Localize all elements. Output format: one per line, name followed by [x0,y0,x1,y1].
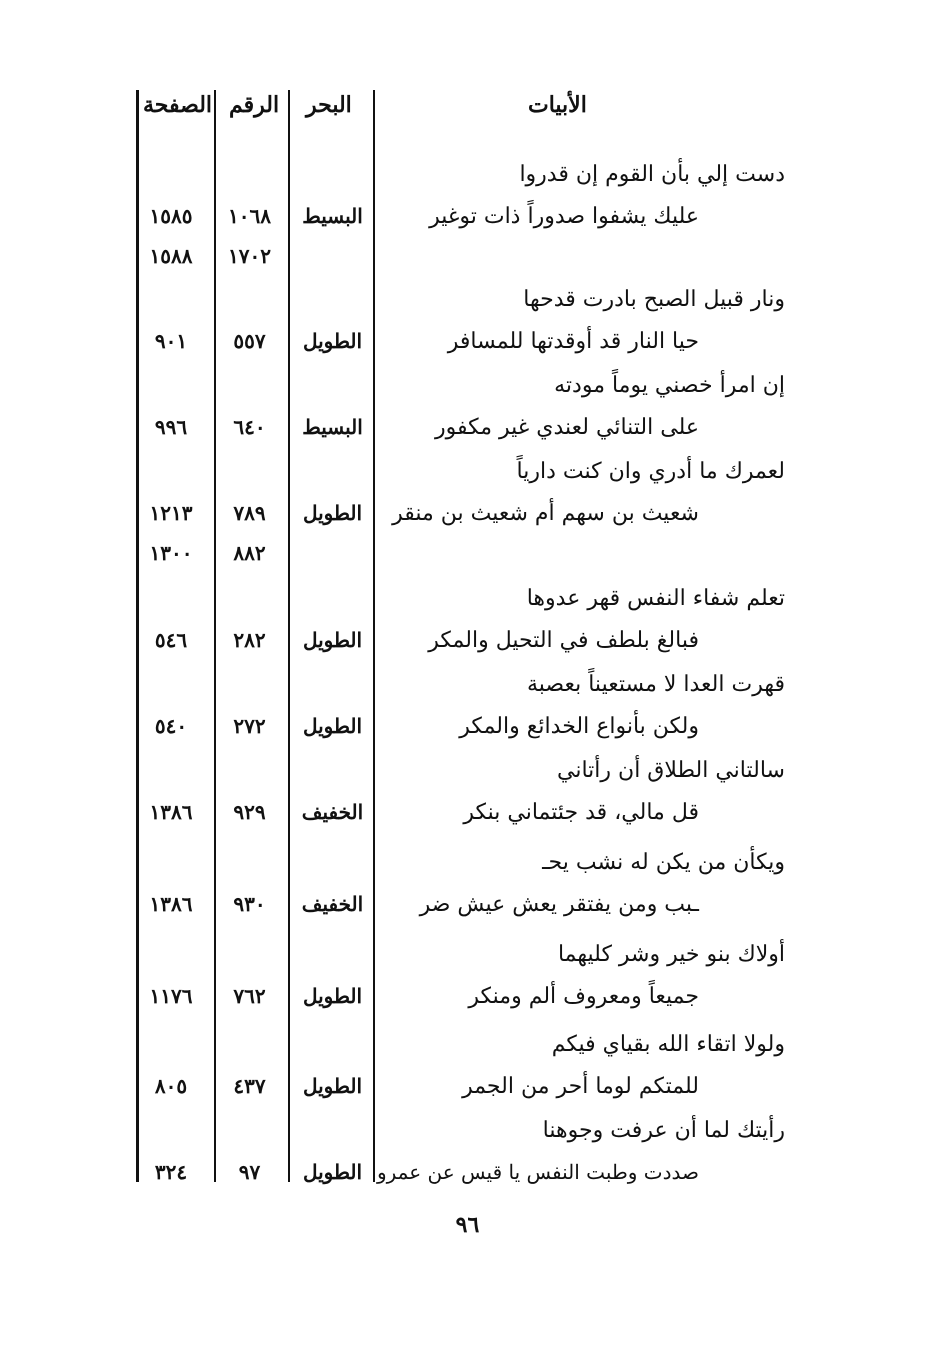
page-cell-secondary: ١٥٨٨ [149,244,193,268]
number-cell: ٤٣٧ [233,1074,266,1098]
verse-second-hemistich: حيا النار قد أوقدتها للمسافر [447,329,699,354]
verse-first-hemistich: سالتاني الطلاق أن رأتاني [557,758,785,783]
column-rule-number-meter [288,90,290,1182]
verse-second-hemistich: للمتكم لوما أحر من الجمر [462,1074,699,1099]
meter-cell: الطويل [302,1160,363,1184]
verse-second-hemistich: شعيث بن سهم أم شعيث بن منقر [392,501,699,526]
number-cell: ٩٧ [238,1160,261,1184]
page-cell: ١٢١٣ [149,501,193,525]
verse-first-hemistich: دست إلي بأن القوم إن قدروا [519,162,785,187]
verse-second-hemistich: قل مالي، قد جئتماني بنكر [463,800,699,825]
number-cell-secondary: ١٧٠٢ [228,244,271,268]
page-cell: ١١٧٦ [149,984,193,1008]
number-cell: ٢٨٢ [233,628,266,652]
page-cell: ٩٠١ [154,329,188,353]
verse-second-hemistich: ولكن بأنواع الخدائع والمكر [459,714,699,739]
meter-cell: الطويل [302,984,363,1008]
number-cell: ٧٨٩ [233,501,266,525]
verse-first-hemistich: لعمرك ما أدري وان كنت دارياً [516,459,785,484]
header-number: الرقم [229,92,280,118]
page-cell: ٨٠٥ [154,1074,188,1098]
verse-first-hemistich: رأيتك لما أن عرفت وجوهنا [542,1118,785,1143]
column-rule-meter-verses [373,90,375,1182]
number-cell: ٩٣٠ [233,892,266,916]
header-page: الصفحة [143,92,213,118]
page-cell: ٣٢٤ [154,1160,188,1184]
meter-cell: الخفيف [301,800,364,824]
verse-first-hemistich: إن امرأ خصني يوماً مودته [554,373,785,398]
page-cell-secondary: ١٣٠٠ [149,541,193,565]
number-cell: ٧٦٢ [233,984,266,1008]
verse-first-hemistich: ولولا اتقاء الله بقياي فيكم [551,1032,785,1057]
meter-cell: البسيط [302,204,363,228]
header-verses: الأبيات [528,92,587,118]
number-cell-secondary: ٨٨٢ [233,541,266,565]
verse-first-hemistich: أولاك بنو خير وشر كليهما [557,942,785,967]
verse-second-hemistich: على التنائي لعندي غير مكفور [434,415,699,440]
verse-second-hemistich: جميعاً ومعروف ألم ومنكر [468,984,699,1009]
header-meter: البحر [306,92,352,118]
meter-cell: الطويل [302,1074,363,1098]
number-cell: ٥٥٧ [233,329,266,353]
page-cell: ١٣٨٦ [149,800,193,824]
number-cell: ٩٢٩ [233,800,266,824]
meter-cell: الطويل [302,329,363,353]
meter-cell: الطويل [302,714,363,738]
verse-second-hemistich: فبالغ بلطف في التحيل والمكر [428,628,699,653]
meter-cell: الطويل [302,501,363,525]
meter-cell: الخفيف [301,892,364,916]
meter-cell: الطويل [302,628,363,652]
page-cell: ٥٤٦ [154,628,188,652]
page-cell: ١٥٨٥ [149,204,193,228]
verse-first-hemistich: ويكأن من يكن له نشب يحـ [542,850,785,875]
verse-first-hemistich: ونار قبيل الصبح بادرت قدحها [523,287,785,312]
page-number: ٩٦ [455,1212,480,1238]
verse-first-hemistich: تعلم شفاء النفس قهر عدوها [526,586,785,611]
verse-first-hemistich: قهرت العدا لا مستعيناً بعصبة [526,672,785,697]
number-cell: ١٠٦٨ [228,204,271,228]
page-cell: ١٣٨٦ [149,892,193,916]
page-cell: ٩٩٦ [154,415,188,439]
page-cell: ٥٤٠ [154,714,188,738]
meter-cell: البسيط [302,415,363,439]
number-cell: ٦٤٠ [233,415,266,439]
verse-second-hemistich: ـبب ومن يفتقر يعش عيش ضر [419,892,699,917]
verse-second-hemistich: صددت وطبت النفس يا قيس عن عمرو [376,1160,699,1184]
verse-second-hemistich: عليك يشفوا صدوراً ذات توغير [429,204,699,229]
number-cell: ٢٧٢ [233,714,266,738]
